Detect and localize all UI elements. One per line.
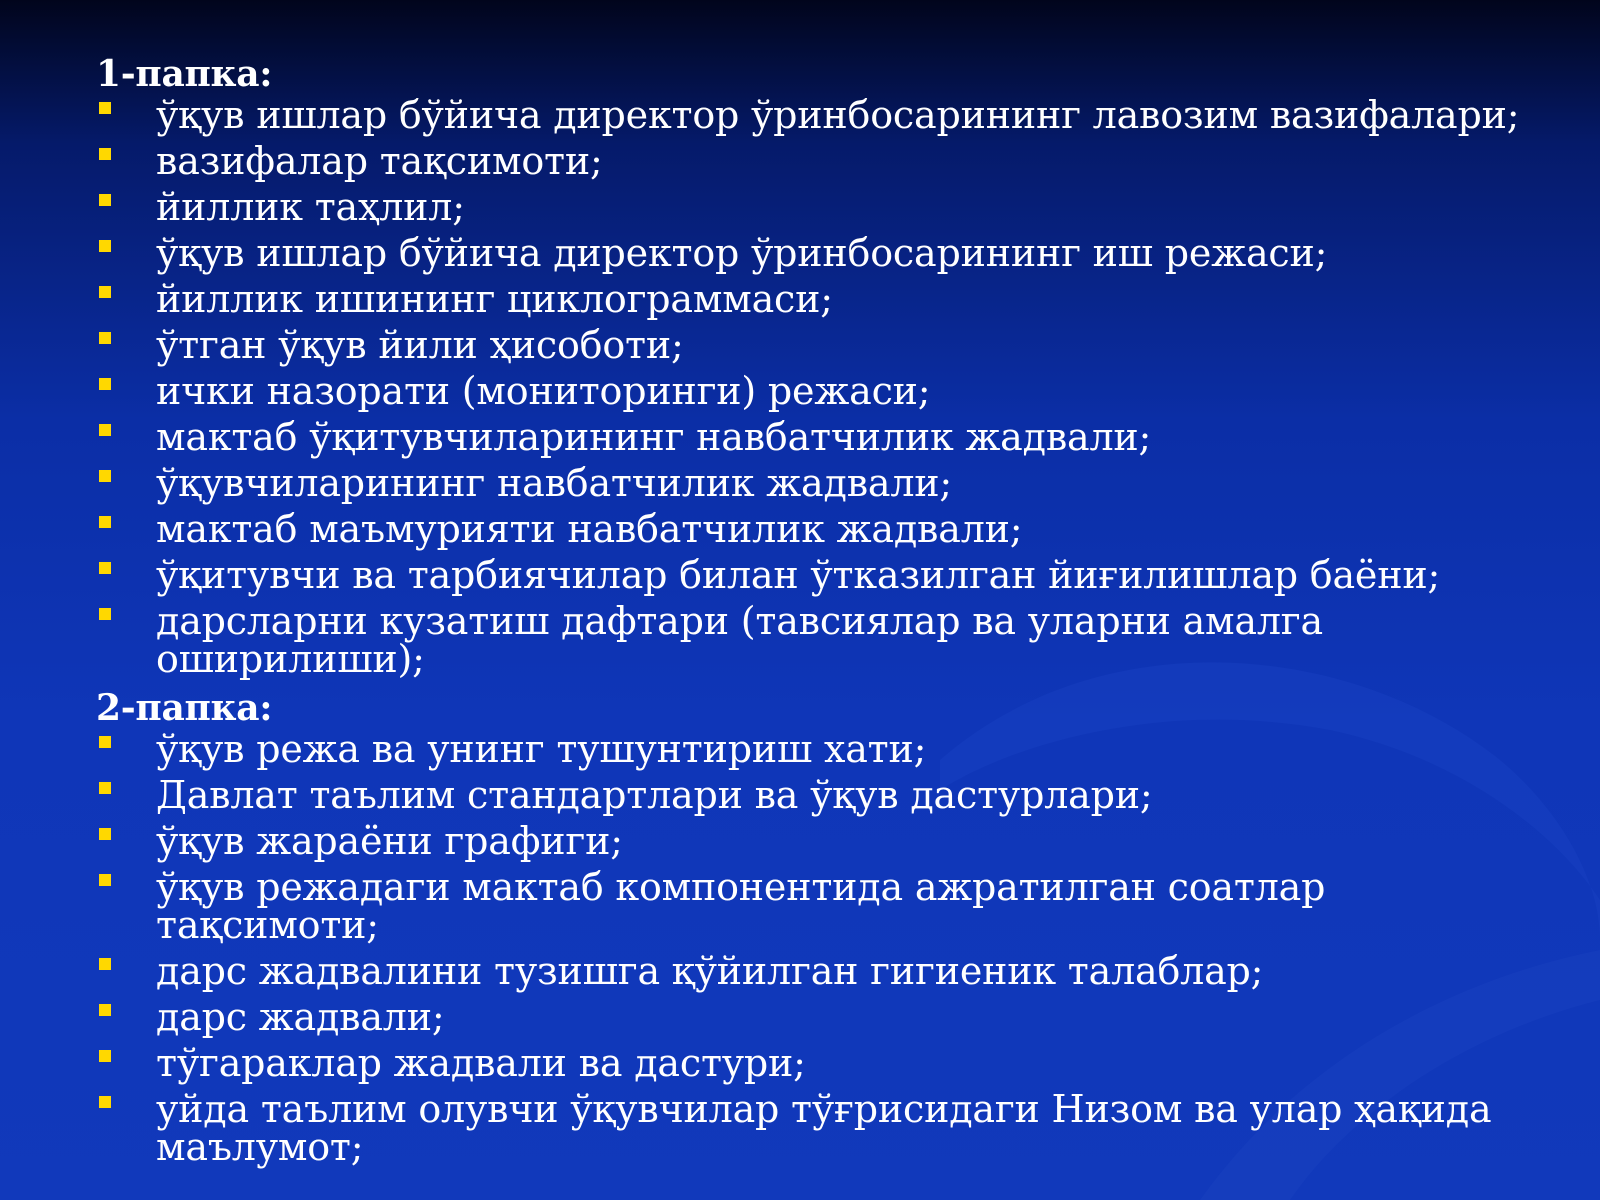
list-item: ўқув ишлар бўйича директор ўринбосарининг лавозим вазифалари; — [96, 96, 1536, 134]
list-item: уйда таълим олувчи ўқувчилар тўғрисидаги Низом ва улар ҳақида маълумот; — [96, 1090, 1536, 1166]
square-bullet-icon — [99, 1004, 111, 1016]
square-bullet-icon — [99, 736, 111, 748]
list-item: дарс жадвали; — [96, 998, 1536, 1036]
section-heading-1: 1-папка: — [96, 53, 273, 95]
section-2-list — [96, 727, 1536, 1169]
list-item: ўтган ўқув йили ҳисоботи; — [96, 326, 1536, 364]
square-bullet-icon — [99, 332, 111, 344]
square-bullet-icon — [99, 828, 111, 840]
square-bullet-icon — [99, 424, 111, 436]
section-1-list — [96, 93, 1536, 681]
square-bullet-icon — [99, 608, 111, 620]
square-bullet-icon — [99, 782, 111, 794]
list-item: ўқув режа ва унинг тушунтириш хати; — [96, 730, 1536, 768]
list-item: ўқитувчи ва тарбиячилар билан ўтказилган йиғилишлар баёни; — [96, 556, 1536, 594]
list-item: мактаб маъмурияти навбатчилик жадвали; — [96, 510, 1536, 548]
list-item: ўқувчиларининг навбатчилик жадвали; — [96, 464, 1536, 502]
square-bullet-icon — [99, 958, 111, 970]
square-bullet-icon — [99, 102, 111, 114]
list-item: йиллик таҳлил; — [96, 188, 1536, 226]
square-bullet-icon — [99, 470, 111, 482]
square-bullet-icon — [99, 1096, 111, 1108]
list-item: ўқув ишлар бўйича директор ўринбосарининг иш режаси; — [96, 234, 1536, 272]
square-bullet-icon — [99, 562, 111, 574]
square-bullet-icon — [99, 240, 111, 252]
list-item: Давлат таълим стандартлари ва ўқув дастурлари; — [96, 776, 1536, 814]
list-item: мактаб ўқитувчиларининг навбатчилик жадвали; — [96, 418, 1536, 456]
slide-content — [96, 52, 1536, 1174]
square-bullet-icon — [99, 148, 111, 160]
square-bullet-icon — [99, 1050, 111, 1062]
square-bullet-icon — [99, 286, 111, 298]
list-item: вазифалар тақсимоти; — [96, 142, 1536, 180]
list-item: ички назорати (мониторинги) режаси; — [96, 372, 1536, 410]
square-bullet-icon — [99, 874, 111, 886]
square-bullet-icon — [99, 378, 111, 390]
list-item: дарс жадвалини тузишга қўйилган гигиеник талаблар; — [96, 952, 1536, 990]
list-item: йиллик ишининг циклограммаси; — [96, 280, 1536, 318]
square-bullet-icon — [99, 194, 111, 206]
list-item: тўгараклар жадвали ва дастури; — [96, 1044, 1536, 1082]
list-item: ўқув жараёни графиги; — [96, 822, 1536, 860]
square-bullet-icon — [99, 516, 111, 528]
section-heading-2: 2-папка: — [96, 687, 273, 729]
list-item: ўқув режадаги мактаб компонентида ажратилган соатлар тақсимоти; — [96, 868, 1536, 944]
list-item: дарсларни кузатиш дафтари (тавсиялар ва уларни амалга оширилиши); — [96, 602, 1536, 678]
